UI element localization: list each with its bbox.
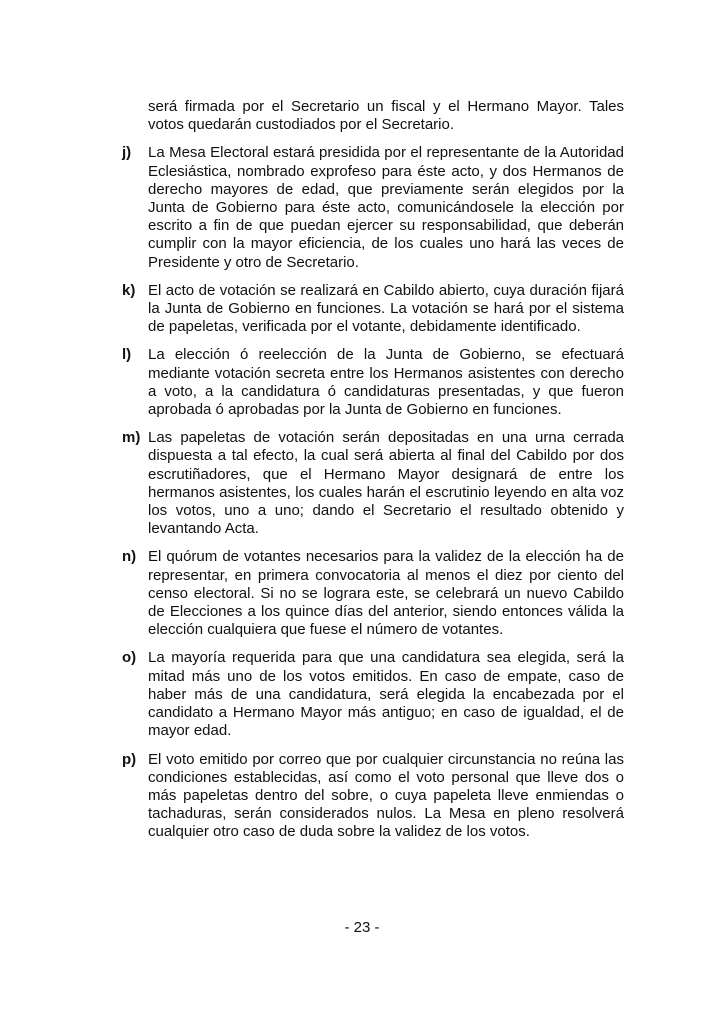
- list-marker: p): [122, 750, 137, 768]
- list-item-k: [122, 282, 624, 337]
- list-item-text: La Mesa Electoral estará presidida por el representante de la Autoridad Eclesiástica, nombrado exprofeso para éste acto, y dos Hermanos de derecho mayores de edad, que previamente serán elegidos por la Junta de Gobierno para éste acto, comunicándosele la elección por escrito a fin de que puedan ejercer su responsabilidad, que deberán cumplir con la mayor eficiencia, de los cuales uno hará las veces de Presidente y otro de Secretario.: [148, 144, 624, 271]
- list-marker: j): [122, 144, 132, 162]
- list-marker: m): [122, 429, 141, 447]
- list-item-j: [122, 144, 624, 271]
- list-item-o: [122, 649, 624, 740]
- continued-paragraph-text: será firmada por el Secretario un fiscal y el Hermano Mayor. Tales votos quedarán custodiados por el Secretario.: [148, 98, 624, 134]
- list-item-text: Las papeletas de votación serán depositadas en una urna cerrada dispuesta a tal efecto, la cual será abierta al final del Cabildo por dos escrutiñadores, que el Hermano Mayor designará de entre los hermanos asistentes, los cuales harán el escrutinio leyendo en alta voz los votos, uno a uno; dando el Secretario el resultado obtenido y levantando Acta.: [148, 429, 624, 538]
- list-marker: n): [122, 548, 137, 566]
- list-item-text: La elección ó reelección de la Junta de Gobierno, se efectuará mediante votación secreta entre los Hermanos asistentes con derecho a voto, a la candidatura ó candidaturas presentadas, y que fueron aprobada ó aprobadas por la Junta de Gobierno en funciones.: [148, 346, 624, 419]
- document-page: [122, 98, 624, 852]
- list-item-text: El acto de votación se realizará en Cabildo abierto, cuya duración fijará la Junta de Gobierno en funciones. La votación se hará por el sistema de papeletas, verificada por el votante, debidamente identificado.: [148, 281, 624, 336]
- continued-paragraph: [122, 98, 624, 134]
- list-item-m: [122, 429, 624, 538]
- list-item-text: La mayoría requerida para que una candidatura sea elegida, será la mitad más uno de los votos emitidos. En caso de empate, caso de haber más de una candidatura, será elegida la encabezada por el candidato a Hermano Mayor más antiguo; en caso de igualdad, el de mayor edad.: [148, 649, 624, 740]
- list-item-l: [122, 346, 624, 419]
- list-marker: l): [122, 346, 132, 364]
- page-number: - 23 -: [344, 919, 380, 936]
- list-marker: k): [122, 281, 136, 299]
- list-marker: o): [122, 649, 137, 667]
- list-item-n: [122, 548, 624, 639]
- list-item-text: El voto emitido por correo que por cualquier circunstancia no reúna las condiciones establecidas, así como el voto personal que lleve dos o más papeletas dentro del sobre, o cuya papeleta lleve enmiendas o tachaduras, serán considerados nulos. La Mesa en pleno resolverá cualquier otro caso de duda sobre la validez de los votos.: [148, 750, 624, 841]
- list-item-p: [122, 751, 624, 842]
- list-item-text: El quórum de votantes necesarios para la validez de la elección ha de representar, en primera convocatoria al menos el diez por ciento del censo electoral. Si no se lograra este, se celebrará un nuevo Cabildo de Elecciones a los quince días del anterior, siendo entonces válida la elección cualquiera que fuese el número de votantes.: [148, 548, 624, 639]
